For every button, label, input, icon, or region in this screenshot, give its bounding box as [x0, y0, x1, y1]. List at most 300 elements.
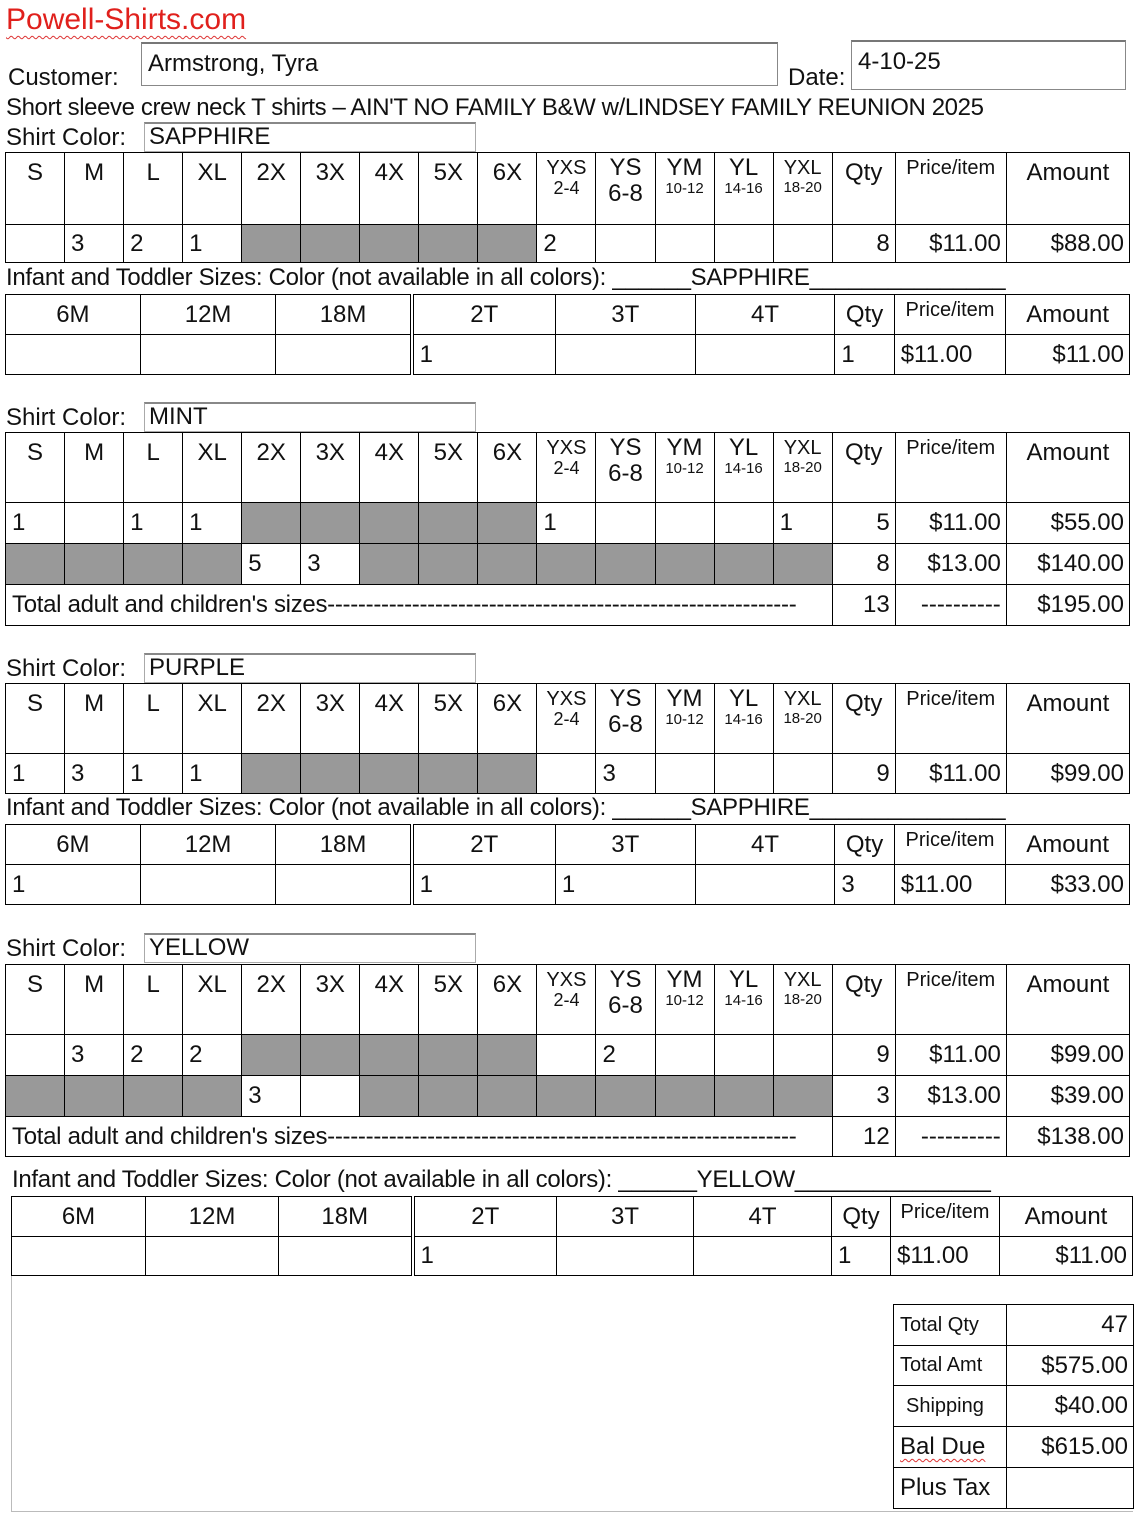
- hdr-yxl-label: YXL: [783, 969, 822, 991]
- hdr-ym-label: YM: [666, 966, 703, 993]
- hdr-2t: 2T: [412, 825, 556, 865]
- adult-size-table-mint: [5, 432, 1130, 626]
- cell-2x[interactable]: 3: [242, 1076, 301, 1117]
- hdr-amount: Amount: [1000, 1197, 1133, 1237]
- cell-qty: 5: [832, 503, 895, 544]
- hdr-yxl-range: 18-20: [783, 710, 822, 727]
- total-row: [6, 585, 1130, 626]
- cell-l-shaded: [124, 544, 183, 585]
- cell-s[interactable]: [6, 225, 65, 263]
- total-qty-label: Total Qty: [894, 1305, 1007, 1346]
- hdr-price: Price/item: [891, 1197, 1000, 1237]
- shirt-color-label: Shirt Color:: [6, 655, 127, 682]
- hdr-yl-range: 14-16: [724, 180, 763, 197]
- cell-6x-shaded: [478, 503, 537, 544]
- cell-ym[interactable]: [655, 225, 714, 263]
- cell-2t[interactable]: 1: [413, 1237, 557, 1276]
- hdr-m: M: [65, 684, 124, 754]
- hdr-4x: 4X: [360, 684, 419, 754]
- cell-amount: $33.00: [1006, 865, 1130, 905]
- cell-price: $11.00: [894, 335, 1006, 375]
- hdr-ys-label: YS: [609, 966, 642, 993]
- hdr-xl: XL: [183, 433, 242, 503]
- header-row: [6, 825, 1130, 865]
- infant-size-table-yellow: [11, 1196, 1133, 1276]
- hdr-qty: Qty: [832, 684, 895, 754]
- cell-2x-shaded: [242, 1035, 301, 1076]
- table-row: [6, 1076, 1130, 1117]
- hdr-yl-label: YL: [728, 685, 759, 712]
- hdr-amount: Amount: [1006, 965, 1129, 1035]
- hdr-l: L: [124, 965, 183, 1035]
- total-qty-value: 47: [1007, 1305, 1134, 1346]
- hdr-ym-label: YM: [666, 154, 703, 181]
- cell-yxs-shaded: [537, 544, 596, 585]
- cell-l[interactable]: 1: [124, 754, 183, 794]
- total-label: Total adult and children's sizes-------------------------------------------------------------: [6, 585, 833, 626]
- cell-yxl[interactable]: [773, 1035, 832, 1076]
- cell-3x[interactable]: [301, 1076, 360, 1117]
- date-field[interactable]: 4-10-25: [851, 40, 1126, 90]
- hdr-price: Price/item: [894, 295, 1006, 335]
- cell-yxs-shaded: [537, 1076, 596, 1117]
- cell-2x-shaded: [242, 754, 301, 794]
- cell-5x-shaded: [419, 225, 478, 263]
- cell-18m[interactable]: [276, 335, 412, 375]
- cell-4x-shaded: [360, 1076, 419, 1117]
- hdr-amount: Amount: [1006, 433, 1129, 503]
- hdr-s: S: [6, 684, 65, 754]
- cell-m-shaded: [65, 544, 124, 585]
- header-row: [6, 295, 1130, 335]
- infant-section-label: [6, 794, 1005, 822]
- shirt-color-label: Shirt Color:: [6, 124, 127, 151]
- hdr-5x: 5X: [419, 965, 478, 1035]
- summary-row: [894, 1386, 1134, 1427]
- cell-5x-shaded: [419, 1035, 478, 1076]
- cell-ym-shaded: [655, 544, 714, 585]
- cell-18m[interactable]: [279, 1237, 413, 1276]
- cell-amount: $140.00: [1006, 544, 1129, 585]
- header-row: [6, 965, 1130, 1035]
- hdr-yl-label: YL: [728, 966, 759, 993]
- shirt-color-field-sapphire[interactable]: SAPPHIRE: [144, 122, 476, 152]
- cell-xl-shaded: [183, 1076, 242, 1117]
- cell-yxl-shaded: [773, 544, 832, 585]
- cell-6m[interactable]: [12, 1237, 146, 1276]
- cell-m[interactable]: 3: [65, 754, 124, 794]
- hdr-yl: [714, 684, 773, 754]
- cell-12m[interactable]: [140, 865, 276, 905]
- cell-6x-shaded: [478, 225, 537, 263]
- cell-5x-shaded: [419, 544, 478, 585]
- hdr-s: S: [6, 965, 65, 1035]
- hdr-yxs-label: YXS: [546, 157, 587, 179]
- hdr-5x: 5X: [419, 433, 478, 503]
- cell-l-shaded: [124, 1076, 183, 1117]
- hdr-qty: Qty: [832, 433, 895, 503]
- cell-qty: 9: [832, 754, 895, 794]
- cell-3t[interactable]: 1: [555, 865, 695, 905]
- infant-color-value: ______YELLOW_______________: [618, 1166, 991, 1193]
- header-row: [12, 1197, 1133, 1237]
- cell-amount: $55.00: [1006, 503, 1129, 544]
- table-row: [6, 865, 1130, 905]
- cell-yl-shaded: [714, 544, 773, 585]
- hdr-3t: 3T: [557, 1197, 694, 1237]
- shirt-color-label: Shirt Color:: [6, 935, 127, 962]
- cell-4x-shaded: [360, 544, 419, 585]
- cell-ym[interactable]: [655, 754, 714, 794]
- cell-xl[interactable]: 1: [183, 225, 242, 263]
- cell-m[interactable]: 3: [65, 1035, 124, 1076]
- cell-4x-shaded: [360, 225, 419, 263]
- hdr-s: S: [6, 153, 65, 225]
- hdr-6x: 6X: [478, 433, 537, 503]
- cell-amount: $39.00: [1006, 1076, 1129, 1117]
- hdr-l: L: [124, 684, 183, 754]
- hdr-18m: 18M: [276, 295, 412, 335]
- cell-18m[interactable]: [276, 865, 412, 905]
- cell-yxl[interactable]: 1: [773, 503, 832, 544]
- hdr-12m: 12M: [146, 1197, 279, 1237]
- shirt-color-field-yellow[interactable]: YELLOW: [144, 933, 476, 963]
- cell-ys[interactable]: [596, 503, 655, 544]
- hdr-2x: 2X: [242, 433, 301, 503]
- adult-size-table-yellow: [5, 964, 1130, 1157]
- cell-qty: 3: [832, 1076, 895, 1117]
- hdr-yxl-label: YXL: [783, 157, 822, 179]
- customer-field[interactable]: Armstrong, Tyra: [141, 42, 778, 86]
- cell-yl[interactable]: [714, 754, 773, 794]
- cell-6x-shaded: [478, 544, 537, 585]
- plus-tax-value[interactable]: [1007, 1468, 1134, 1509]
- hdr-ys-range: 6-8: [608, 711, 643, 738]
- hdr-yl: [714, 433, 773, 503]
- total-dash: ----------: [895, 1117, 1006, 1157]
- hdr-yxl-label: YXL: [783, 437, 822, 459]
- hdr-yxs: [537, 965, 596, 1035]
- cell-5x-shaded: [419, 503, 478, 544]
- hdr-yxs-label: YXS: [546, 437, 587, 459]
- hdr-yl-range: 14-16: [724, 711, 763, 728]
- hdr-amount: Amount: [1006, 684, 1129, 754]
- hdr-price: Price/item: [895, 153, 1006, 225]
- plus-tax-label: Plus Tax: [894, 1468, 1007, 1509]
- hdr-ys-range: 6-8: [608, 180, 643, 207]
- hdr-yxs: [537, 433, 596, 503]
- hdr-ys: [596, 433, 655, 503]
- cell-xl[interactable]: 1: [183, 503, 242, 544]
- cell-6m[interactable]: [6, 335, 141, 375]
- hdr-5x: 5X: [419, 684, 478, 754]
- hdr-yxl: [773, 684, 832, 754]
- table-row: [6, 225, 1130, 263]
- cell-amount: $88.00: [1006, 225, 1129, 263]
- cell-s-shaded: [6, 1076, 65, 1117]
- shirt-color-label: Shirt Color:: [6, 404, 127, 431]
- hdr-yxl-range: 18-20: [783, 991, 822, 1008]
- hdr-ym-range: 10-12: [665, 992, 704, 1009]
- cell-ym[interactable]: [655, 1035, 714, 1076]
- hdr-yxl-range: 18-20: [783, 459, 822, 476]
- hdr-ym-label: YM: [666, 434, 703, 461]
- infant-color-value: ______SAPPHIRE_______________: [612, 264, 1006, 291]
- hdr-ym-label: YM: [666, 685, 703, 712]
- hdr-amount: Amount: [1006, 153, 1129, 225]
- hdr-yl-label: YL: [728, 434, 759, 461]
- cell-yxs[interactable]: 1: [537, 503, 596, 544]
- hdr-price: Price/item: [895, 965, 1006, 1035]
- cell-5x-shaded: [419, 754, 478, 794]
- hdr-6m: 6M: [6, 295, 141, 335]
- hdr-yxs-range: 2-4: [553, 709, 580, 729]
- cell-6m[interactable]: 1: [6, 865, 141, 905]
- cell-6x-shaded: [478, 754, 537, 794]
- cell-yl-shaded: [714, 1076, 773, 1117]
- cell-12m[interactable]: [146, 1237, 279, 1276]
- cell-4t[interactable]: [694, 1237, 832, 1276]
- hdr-yxs: [537, 153, 596, 225]
- cell-3x-shaded: [301, 1035, 360, 1076]
- hdr-yxs-range: 2-4: [553, 458, 580, 478]
- cell-l[interactable]: 1: [124, 503, 183, 544]
- hdr-6x: 6X: [478, 153, 537, 225]
- hdr-ys-label: YS: [609, 154, 642, 181]
- hdr-3x: 3X: [301, 684, 360, 754]
- header-row: [6, 153, 1130, 225]
- cell-qty: 9: [832, 1035, 895, 1076]
- total-amount: $138.00: [1006, 1117, 1129, 1157]
- hdr-18m: 18M: [279, 1197, 413, 1237]
- shirt-color-field-mint[interactable]: MINT: [144, 402, 476, 432]
- hdr-price: Price/item: [895, 684, 1006, 754]
- hdr-ys: [596, 965, 655, 1035]
- infant-size-table-purple: [5, 824, 1130, 905]
- cell-3x[interactable]: 3: [301, 544, 360, 585]
- adult-size-table-sapphire: [5, 152, 1130, 263]
- cell-l[interactable]: 2: [124, 1035, 183, 1076]
- cell-yxs[interactable]: [537, 1035, 596, 1076]
- hdr-yl: [714, 965, 773, 1035]
- cell-yl[interactable]: [714, 1035, 773, 1076]
- hdr-12m: 12M: [140, 825, 276, 865]
- adult-size-table-purple: [5, 683, 1130, 794]
- hdr-qty: Qty: [835, 825, 894, 865]
- cell-3t[interactable]: [555, 335, 695, 375]
- infant-color-value: ______SAPPHIRE_______________: [612, 794, 1006, 821]
- infant-label-text: Infant and Toddler Sizes: Color (not available in all colors):: [6, 794, 606, 821]
- cell-xl-shaded: [183, 544, 242, 585]
- cell-4t[interactable]: [695, 865, 835, 905]
- cell-ys[interactable]: 2: [596, 1035, 655, 1076]
- hdr-yl-label: YL: [728, 154, 759, 181]
- brand-title: Powell-Shirts.com: [6, 3, 247, 36]
- hdr-ym: [655, 153, 714, 225]
- shipping-label: Shipping: [894, 1386, 1007, 1427]
- table-row: [12, 1237, 1133, 1276]
- hdr-yl-range: 14-16: [724, 460, 763, 477]
- cell-3t[interactable]: [557, 1237, 694, 1276]
- cell-2t[interactable]: 1: [412, 335, 556, 375]
- hdr-6m: 6M: [12, 1197, 146, 1237]
- hdr-xl: XL: [183, 153, 242, 225]
- cell-price: $11.00: [894, 865, 1006, 905]
- cell-yxl[interactable]: [773, 754, 832, 794]
- cell-3x-shaded: [301, 225, 360, 263]
- hdr-yxl-range: 18-20: [783, 179, 822, 196]
- total-qty: 12: [832, 1117, 895, 1157]
- hdr-ym: [655, 433, 714, 503]
- hdr-6x: 6X: [478, 684, 537, 754]
- infant-size-table-sapphire: [5, 294, 1130, 375]
- hdr-ys-range: 6-8: [608, 992, 643, 1019]
- hdr-price: Price/item: [894, 825, 1006, 865]
- summary-row: [894, 1305, 1134, 1346]
- hdr-4t: 4T: [695, 825, 835, 865]
- hdr-4x: 4X: [360, 153, 419, 225]
- cell-qty: 8: [832, 544, 895, 585]
- hdr-l: L: [124, 433, 183, 503]
- hdr-2t: 2T: [413, 1197, 557, 1237]
- cell-price: $11.00: [895, 225, 1006, 263]
- infant-label-text: Infant and Toddler Sizes: Color (not available in all colors):: [12, 1166, 612, 1193]
- header-row: [6, 684, 1130, 754]
- cell-ys[interactable]: 3: [596, 754, 655, 794]
- cell-2x-shaded: [242, 225, 301, 263]
- hdr-xl: XL: [183, 684, 242, 754]
- cell-yl[interactable]: [714, 503, 773, 544]
- cell-ys[interactable]: [596, 225, 655, 263]
- cell-price: $11.00: [895, 754, 1006, 794]
- hdr-ys-label: YS: [609, 685, 642, 712]
- cell-m[interactable]: 3: [65, 225, 124, 263]
- summary-row: [894, 1427, 1134, 1468]
- cell-amount: $11.00: [1006, 335, 1130, 375]
- hdr-price: Price/item: [895, 433, 1006, 503]
- hdr-5x: 5X: [419, 153, 478, 225]
- infant-section-label: [12, 1166, 991, 1194]
- page-frame-bottom: [11, 1511, 1133, 1512]
- cell-s[interactable]: [6, 1035, 65, 1076]
- hdr-ym-range: 10-12: [665, 180, 704, 197]
- hdr-yxl: [773, 433, 832, 503]
- cell-2x[interactable]: 5: [242, 544, 301, 585]
- hdr-3x: 3X: [301, 433, 360, 503]
- bal-due-label: [894, 1427, 1007, 1468]
- hdr-qty: Qty: [835, 295, 894, 335]
- hdr-amount: Amount: [1006, 295, 1130, 335]
- cell-ym[interactable]: [655, 503, 714, 544]
- hdr-yxl-label: YXL: [783, 688, 822, 710]
- cell-3x-shaded: [301, 754, 360, 794]
- total-amount: $195.00: [1006, 585, 1129, 626]
- total-qty: 13: [832, 585, 895, 626]
- table-row: [6, 754, 1130, 794]
- hdr-qty: Qty: [832, 965, 895, 1035]
- hdr-4t: 4T: [695, 295, 835, 335]
- cell-4x-shaded: [360, 503, 419, 544]
- hdr-l: L: [124, 153, 183, 225]
- cell-qty: 1: [835, 335, 894, 375]
- cell-qty: 1: [832, 1237, 891, 1276]
- cell-s[interactable]: 1: [6, 754, 65, 794]
- shirt-color-field-purple[interactable]: PURPLE: [144, 653, 476, 683]
- cell-3x-shaded: [301, 503, 360, 544]
- hdr-3t: 3T: [555, 295, 695, 335]
- shipping-value: $40.00: [1007, 1386, 1134, 1427]
- cell-m-shaded: [65, 1076, 124, 1117]
- hdr-yxs-label: YXS: [546, 688, 587, 710]
- infant-section-label: [6, 264, 1005, 292]
- hdr-yl: [714, 153, 773, 225]
- cell-yl[interactable]: [714, 225, 773, 263]
- hdr-m: M: [65, 153, 124, 225]
- total-amt-value: $575.00: [1007, 1346, 1134, 1386]
- cell-yxs[interactable]: [537, 754, 596, 794]
- hdr-4x: 4X: [360, 965, 419, 1035]
- cell-qty: 8: [832, 225, 895, 263]
- infant-label-text: Infant and Toddler Sizes: Color (not available in all colors):: [6, 264, 606, 291]
- cell-m[interactable]: [65, 503, 124, 544]
- table-row: [6, 544, 1130, 585]
- cell-qty: 3: [835, 865, 894, 905]
- hdr-ym-range: 10-12: [665, 460, 704, 477]
- hdr-6x: 6X: [478, 965, 537, 1035]
- hdr-yxl: [773, 965, 832, 1035]
- cell-s[interactable]: 1: [6, 503, 65, 544]
- cell-12m[interactable]: [140, 335, 276, 375]
- summary-row: [894, 1346, 1134, 1386]
- cell-xl[interactable]: 2: [183, 1035, 242, 1076]
- cell-xl[interactable]: 1: [183, 754, 242, 794]
- summary-row: [894, 1468, 1134, 1509]
- cell-4x-shaded: [360, 754, 419, 794]
- cell-yxs[interactable]: 2: [537, 225, 596, 263]
- hdr-18m: 18M: [276, 825, 412, 865]
- cell-ys-shaded: [596, 544, 655, 585]
- hdr-yxs-label: YXS: [546, 969, 587, 991]
- hdr-yxs: [537, 684, 596, 754]
- page-frame-left: [11, 1276, 12, 1512]
- hdr-12m: 12M: [140, 295, 276, 335]
- cell-5x-shaded: [419, 1076, 478, 1117]
- cell-6x-shaded: [478, 1076, 537, 1117]
- cell-yxl[interactable]: [773, 225, 832, 263]
- total-row: [6, 1117, 1130, 1157]
- hdr-4x: 4X: [360, 433, 419, 503]
- hdr-6m: 6M: [6, 825, 141, 865]
- table-row: [6, 503, 1130, 544]
- cell-ys-shaded: [596, 1076, 655, 1117]
- hdr-3t: 3T: [555, 825, 695, 865]
- hdr-ys: [596, 684, 655, 754]
- hdr-qty: Qty: [832, 1197, 891, 1237]
- hdr-2x: 2X: [242, 684, 301, 754]
- product-description: Short sleeve crew neck T shirts – AIN'T NO FAMILY B&W w/LINDSEY FAMILY REUNION 2025: [6, 94, 984, 121]
- cell-ym-shaded: [655, 1076, 714, 1117]
- cell-price: $11.00: [895, 503, 1006, 544]
- cell-s-shaded: [6, 544, 65, 585]
- cell-l[interactable]: 2: [124, 225, 183, 263]
- total-dash: ----------: [895, 585, 1006, 626]
- table-row: [6, 1035, 1130, 1076]
- hdr-3x: 3X: [301, 965, 360, 1035]
- hdr-ys: [596, 153, 655, 225]
- cell-amount: $11.00: [1000, 1237, 1133, 1276]
- cell-4t[interactable]: [695, 335, 835, 375]
- cell-2t[interactable]: 1: [412, 865, 556, 905]
